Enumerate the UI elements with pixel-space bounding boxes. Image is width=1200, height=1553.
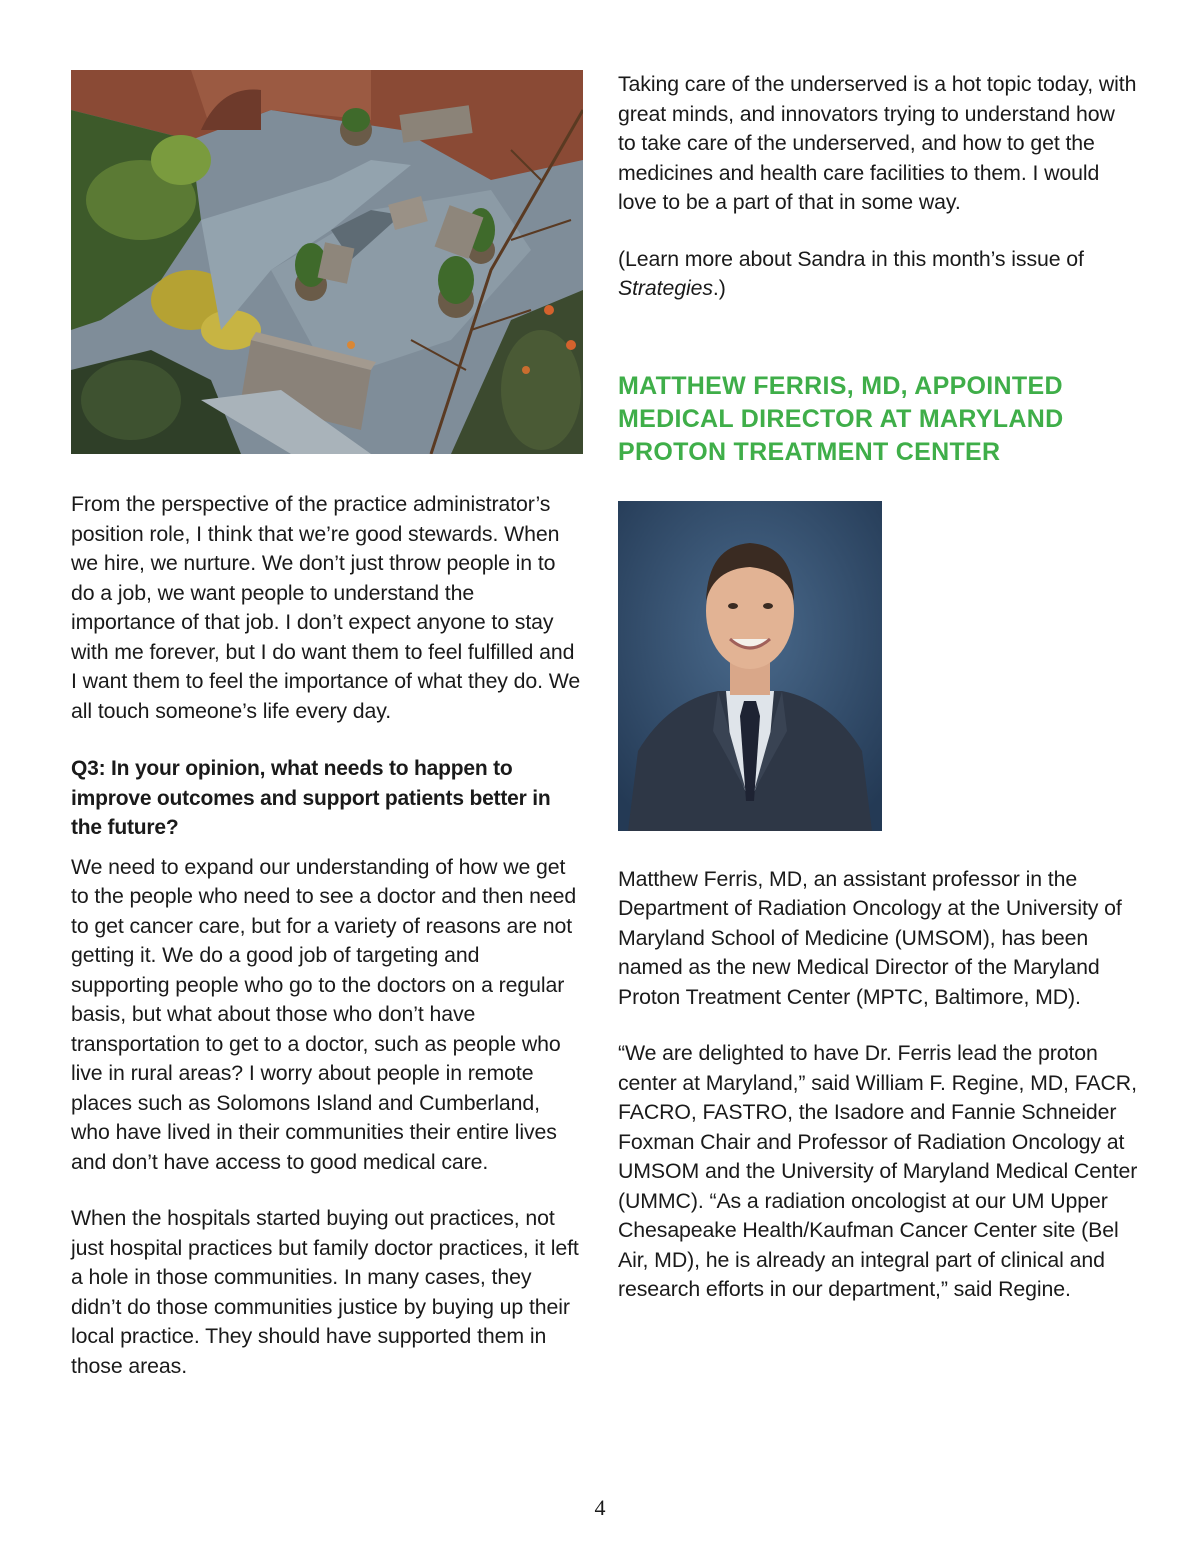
courtyard-photo — [71, 70, 583, 454]
learn-more-suffix: .) — [712, 276, 726, 300]
right-paragraph-3: “We are delighted to have Dr. Ferris lead the proton center at Maryland,” said William F. Regine, MD, FACR, FACRO, FASTRO, the Isadore and Fannie Schneider Foxman Chair and Professor of Radiation Oncology at UMSOM and the University of Maryland Medical Center (UMMC). “As a radiation oncologist at our UM Upper Chesapeake Health/Kaufman Cancer Center site (Bel Air, MD), he is already an integral part of clinical and research efforts in our department,” said Regine. — [618, 1041, 1138, 1301]
learn-more-prefix: (Learn more about Sandra in this month’s issue of — [618, 246, 1084, 271]
left-column — [71, 70, 583, 1381]
right-paragraph-2: Matthew Ferris, MD, an assistant professor in the Department of Radiation Oncology at the University of Maryland School of Medicine (UMSOM), has been named as the new Medical Director of the Maryland Proton Treatment Center (MPTC, Baltimore, MD). — [618, 866, 1122, 1009]
page-number: 4 — [594, 1495, 606, 1520]
ferris-portrait-photo — [618, 501, 882, 831]
left-paragraph-3: When the hospitals started buying out practices, not just hospital practices but family doctor practices, it left a hole in those communities. In many cases, they didn’t do those communities justice by buying up their local practice. They should have supported them in those areas. — [71, 1206, 579, 1378]
right-paragraph-1: Taking care of the underserved is a hot topic today, with great minds, and innovators trying to understand how to take care of the underserved, and how to get the medicines and health care facilities to them. I would love to be a part of that in some way. — [618, 72, 1137, 214]
right-column — [618, 70, 1138, 1305]
courtyard-illustration — [71, 70, 583, 454]
question-3-heading: Q3: In your opinion, what needs to happen to improve outcomes and support patients better in the future? — [71, 757, 551, 839]
learn-more-note — [618, 245, 1138, 304]
left-paragraph-1: From the perspective of the practice administrator’s position role, I think that we’re good stewards. When we hire, we nurture. We don’t just throw people in to do a job, we want people to understand the importance of that job. I don’t expect anyone to stay with me forever, but I do want them to feel fulfilled and I want them to feel the importance of what they do. We all touch someone’s life every day. — [71, 492, 581, 723]
left-paragraph-2: We need to expand our understanding of how we get to the people who need to see a doctor and then need to get cancer care, but for a variety of reasons are not getting it. We do a good job of targeting and supporting people who go to the doctors on a regular basis, but what about those who don’t have transportation to get to a doctor, such as people who live in rural areas? I worry about people in remote places such as Solomons Island and Cumberland, who have lived in their communities their entire lives and don’t have access to good medical care. — [71, 854, 577, 1174]
strategies-title: Strategies — [618, 276, 713, 300]
portrait-illustration — [618, 501, 882, 831]
section-heading: MATTHEW FERRIS, MD, APPOINTED MEDICAL DIRECTOR AT MARYLAND PROTON TREATMENT CENTER — [618, 371, 1064, 466]
